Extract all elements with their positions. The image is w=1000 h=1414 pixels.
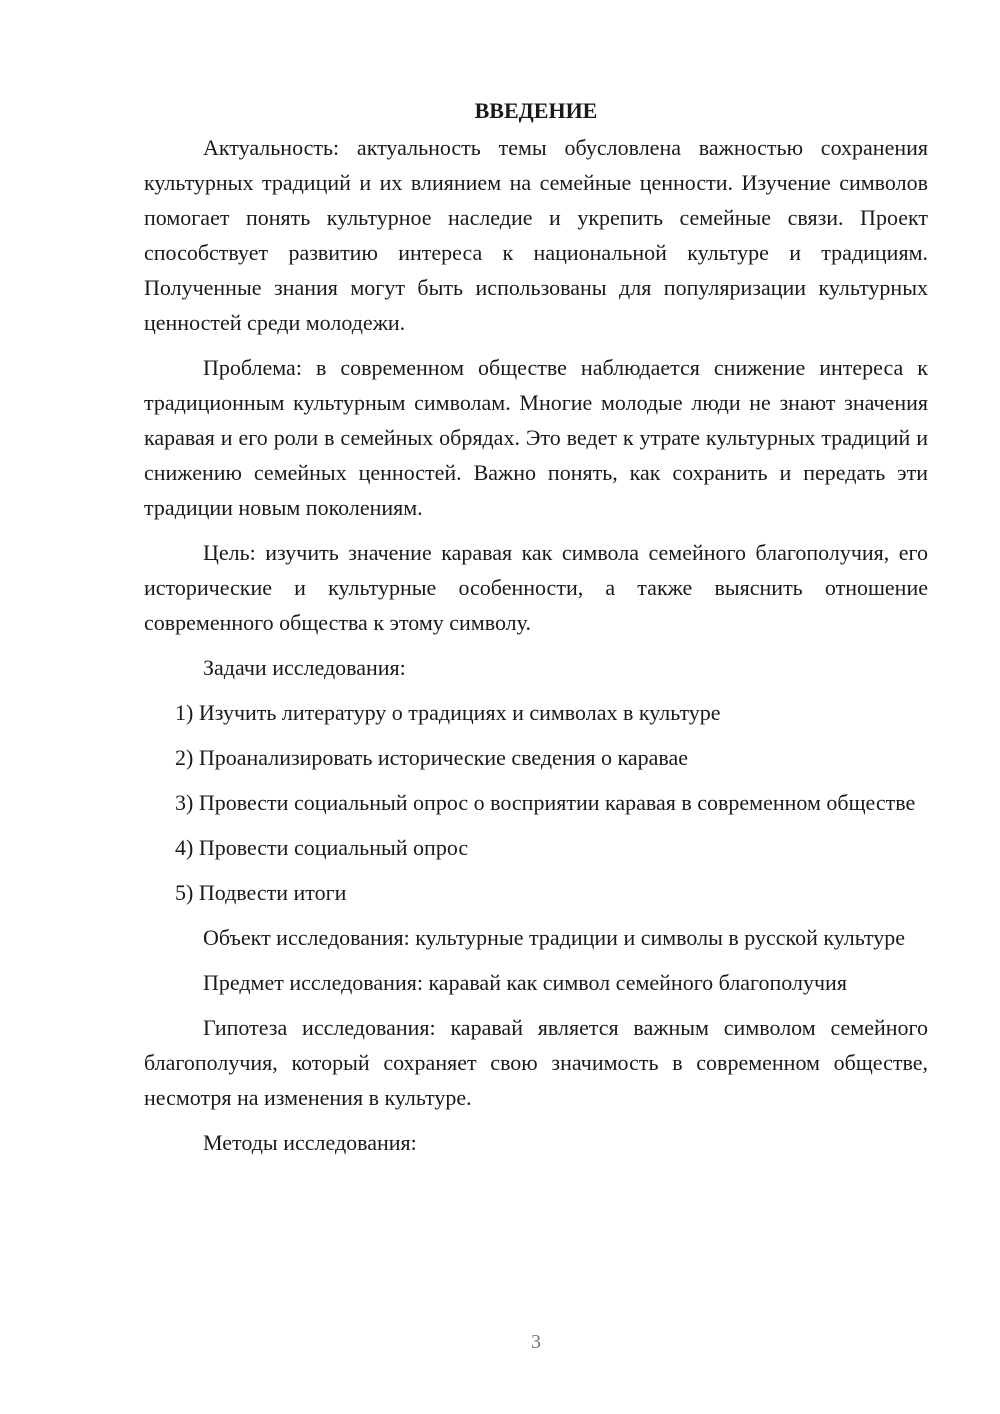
- paragraph-object: Объект исследования: культурные традиции и символы в русской культуре: [203, 925, 906, 950]
- paragraph-relevance: Актуальность: актуальность темы обусловлена важностью сохранения культурных традиций и их влиянием на семейные ценности. Изучение символов помогает понять культурное наследие и укрепить семейные связи. Проект способствует развитию интереса к национальной культуре и традициям. Полученные знания могут быть использованы для популяризации культурных ценностей среди молодежи.: [144, 135, 928, 335]
- paragraph-hypothesis: Гипотеза исследования: каравай является важным символом семейного благополучия, который сохраняет свою значимость в современном обществе, несмотря на изменения в культуре.: [144, 1015, 928, 1110]
- page-number: 3: [531, 1331, 541, 1353]
- paragraph-methods: Методы исследования:: [203, 1130, 417, 1155]
- task-item: 2) Проанализировать исторические сведения о каравае: [175, 745, 689, 770]
- paragraph-subject: Предмет исследования: каравай как символ семейного благополучия: [203, 970, 847, 995]
- paragraph-goal: Цель: изучить значение каравая как символа семейного благополучия, его исторические и культурные особенности, а также выяснить отношение современного общества к этому символу.: [144, 540, 928, 635]
- document-body: [144, 93, 928, 1170]
- tasks-heading: Задачи исследования:: [203, 655, 406, 680]
- task-item: 4) Провести социальный опрос: [175, 835, 469, 860]
- task-item: 1) Изучить литературу о традициях и символах в культуре: [175, 700, 721, 725]
- task-item: 3) Провести социальный опрос о восприятии каравая в современном обществе: [175, 790, 916, 815]
- task-item: 5) Подвести итоги: [175, 880, 347, 905]
- section-title: ВВЕДЕНИЕ: [474, 98, 598, 123]
- paragraph-problem: Проблема: в современном обществе наблюдается снижение интереса к традиционным культурным символам. Многие молодые люди не знают значения каравая и его роли в семейных обрядах. Это ведет к утрате культурных традиций и снижению семейных ценностей. Важно понять, как сохранить и передать эти традиции новым поколениям.: [144, 355, 928, 520]
